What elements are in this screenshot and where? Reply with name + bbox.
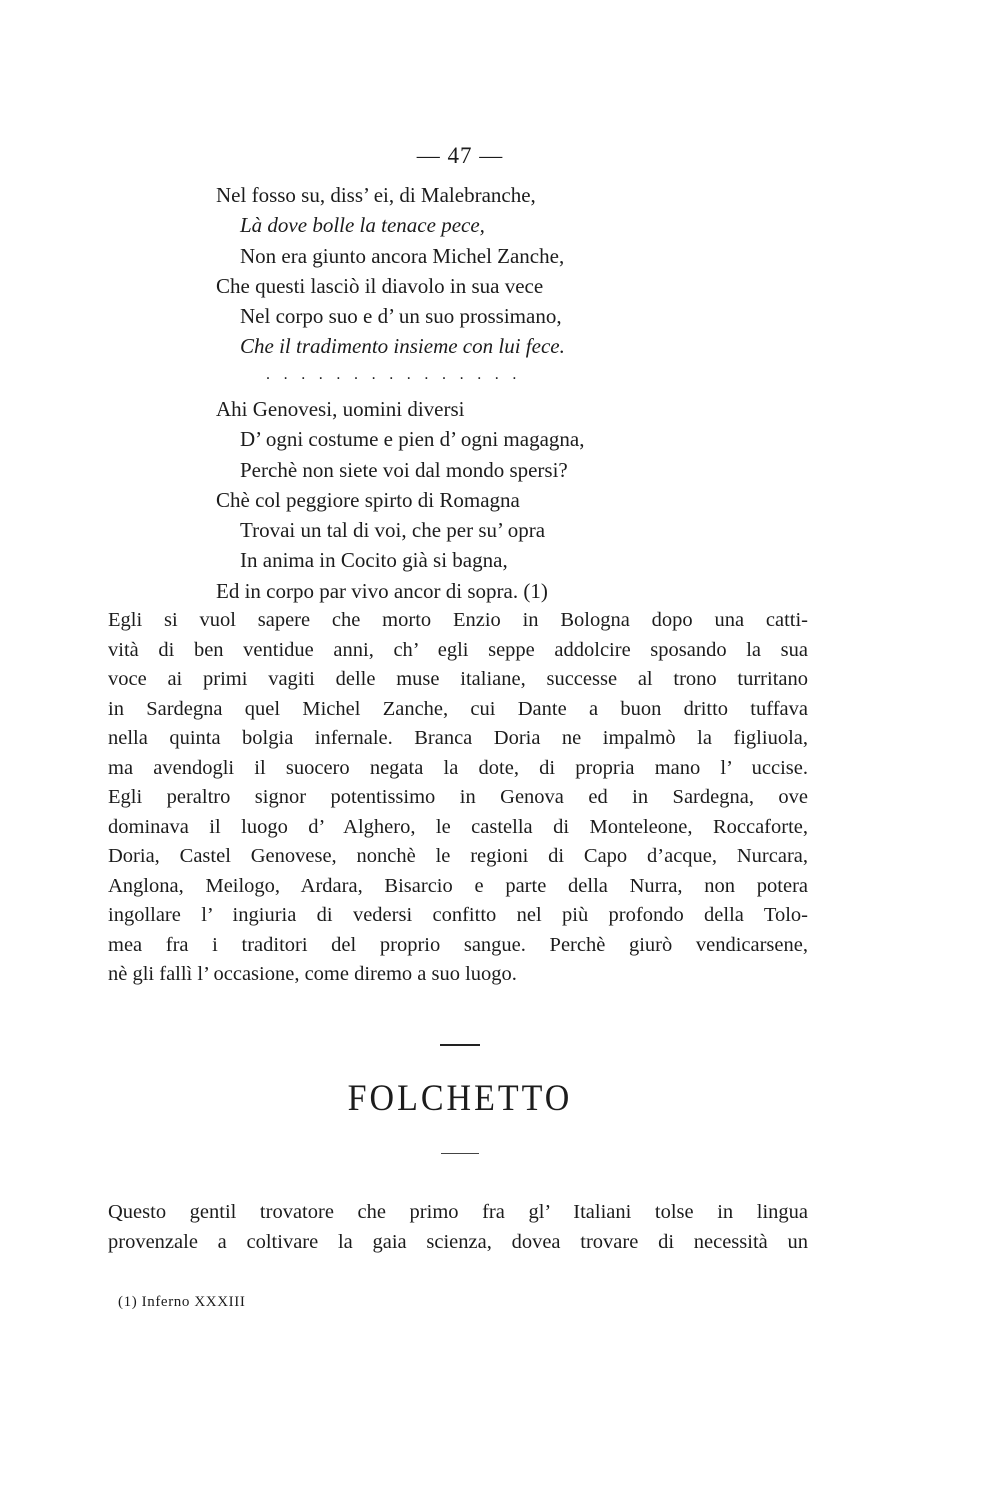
paragraph-line: in Sardegna quel Michel Zanche, cui Dante a buon dritto tuffava [108, 697, 808, 720]
paragraph-line: dominava il luogo d’ Alghero, le castella di Monteleone, Roccaforte, [108, 815, 808, 838]
section-title: FOLCHETTO [347, 1078, 573, 1119]
paragraph-michel-zanche [108, 606, 808, 990]
paragraph-line: Questo gentil trovatore che primo fra gl’ Italiani tolse in lingua [108, 1201, 808, 1223]
paragraph-line: mea fra i traditori del proprio sangue. Perchè giurò vendicarsene, [108, 933, 808, 956]
page-number: — 47 — [416, 143, 504, 168]
paragraph-line: voce ai primi vagiti delle muse italiane, successe al trono turritano [108, 668, 808, 690]
paragraph-line: vità di ben ventidue anni, ch’ egli seppe addolcire sposando la sua [108, 638, 808, 661]
verse-line: Che questi lasciò il diavolo in sua vece [216, 273, 544, 298]
verse-stanza-malebranche [216, 180, 856, 362]
paragraph-line: Egli si vuol sapere che morto Enzio in Bologna dopo una catti- [108, 609, 808, 631]
verse-stanza-genovesi [216, 394, 856, 606]
paragraph-line: nè gli fallì l’ occasione, come diremo a suo luogo. [108, 963, 517, 985]
title-underline [441, 1153, 479, 1154]
ellipsis-dots: ............... [266, 366, 530, 383]
verse-line: Trovai un tal di voi, che per su’ opra [240, 518, 546, 543]
verse-line: Non era giunto ancora Michel Zanche, [240, 243, 565, 268]
verse-line: In anima in Cocito già si bagna, [240, 548, 508, 573]
paragraph-line: ingollare l’ ingiuria di vedersi confitto nel più profondo della Tolo- [108, 904, 808, 926]
footnote: (1) Inferno XXXIII [118, 1294, 246, 1310]
paragraph-line: nella quinta bolgia infernale. Branca Doria ne impalmò la figliuola, [108, 727, 808, 749]
paragraph-line: provenzale a coltivare la gaia scienza, dovea trovare di necessità un [108, 1230, 808, 1253]
verse-line: Ed in corpo par vivo ancor di sopra. (1) [216, 578, 548, 603]
paragraph-line: ma avendogli il suocero negata la dote, di propria mano l’ uccise. [108, 756, 808, 779]
paragraph-folchetto [108, 1198, 808, 1257]
verse-line: Chè col peggiore spirto di Romagna [216, 487, 520, 512]
verse-line: Ahi Genovesi, uomini diversi [216, 397, 465, 421]
verse-line: Là dove bolle la tenace pece, [240, 213, 485, 238]
verse-line: Nel fosso su, diss’ ei, di Malebranche, [216, 183, 536, 207]
paragraph-line: Anglona, Meilogo, Ardara, Bisarcio e parte della Nurra, non potera [108, 874, 808, 897]
verse-line: Perchè non siete voi dal mondo spersi? [240, 457, 568, 482]
section-divider [440, 1044, 480, 1046]
paragraph-line: Egli peraltro signor potentissimo in Genova ed in Sardegna, ove [108, 786, 808, 808]
verse-line: D’ ogni costume e pien d’ ogni magagna, [240, 427, 585, 452]
verse-line: Nel corpo suo e d’ un suo prossimano, [240, 304, 562, 329]
verse-line: Che il tradimento insieme con lui fece. [240, 334, 565, 359]
paragraph-line: Doria, Castel Genovese, nonchè le regioni di Capo d’acque, Nurcara, [108, 845, 808, 867]
